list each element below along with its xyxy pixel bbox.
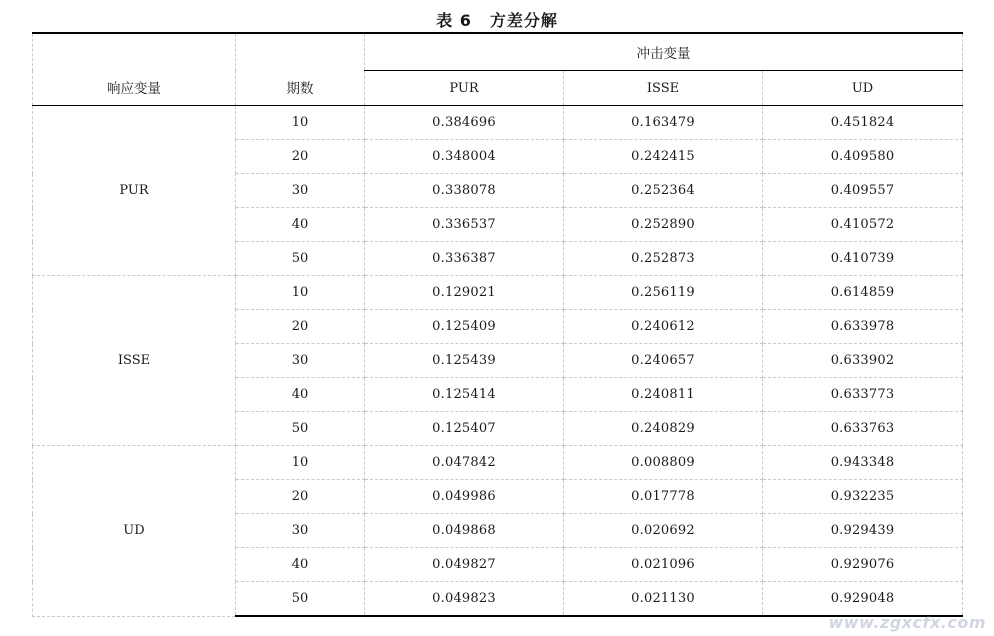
value-cell-ud: 0.633773 bbox=[763, 378, 963, 412]
value-cell-pur: 0.338078 bbox=[365, 174, 564, 208]
value-cell-ud: 0.409557 bbox=[763, 174, 963, 208]
period-cell: 20 bbox=[236, 480, 365, 514]
value-cell-ud: 0.614859 bbox=[763, 276, 963, 310]
value-cell-isse: 0.256119 bbox=[564, 276, 763, 310]
value-cell-ud: 0.410739 bbox=[763, 242, 963, 276]
value-cell-isse: 0.021096 bbox=[564, 548, 763, 582]
watermark: www.zgxcfx.com bbox=[828, 613, 986, 632]
value-cell-isse: 0.021130 bbox=[564, 582, 763, 617]
value-cell-ud: 0.633763 bbox=[763, 412, 963, 446]
response-variable-cell: ISSE bbox=[33, 276, 236, 446]
value-cell-pur: 0.049823 bbox=[365, 582, 564, 617]
value-cell-pur: 0.336387 bbox=[365, 242, 564, 276]
table-title bbox=[0, 8, 994, 31]
value-cell-pur: 0.129021 bbox=[365, 276, 564, 310]
period-cell: 50 bbox=[236, 582, 365, 617]
value-cell-pur: 0.047842 bbox=[365, 446, 564, 480]
value-cell-ud: 0.409580 bbox=[763, 140, 963, 174]
value-cell-pur: 0.125414 bbox=[365, 378, 564, 412]
value-cell-isse: 0.008809 bbox=[564, 446, 763, 480]
table-row bbox=[33, 106, 963, 140]
value-cell-ud: 0.929439 bbox=[763, 514, 963, 548]
value-cell-pur: 0.384696 bbox=[365, 106, 564, 140]
table-row bbox=[33, 276, 963, 310]
period-cell: 50 bbox=[236, 242, 365, 276]
value-cell-ud: 0.633978 bbox=[763, 310, 963, 344]
value-cell-ud: 0.410572 bbox=[763, 208, 963, 242]
value-cell-pur: 0.125409 bbox=[365, 310, 564, 344]
value-cell-ud: 0.932235 bbox=[763, 480, 963, 514]
value-cell-ud: 0.451824 bbox=[763, 106, 963, 140]
value-cell-isse: 0.163479 bbox=[564, 106, 763, 140]
period-cell: 40 bbox=[236, 378, 365, 412]
value-cell-pur: 0.348004 bbox=[365, 140, 564, 174]
value-cell-isse: 0.240657 bbox=[564, 344, 763, 378]
value-cell-ud: 0.929048 bbox=[763, 582, 963, 617]
value-cell-isse: 0.240811 bbox=[564, 378, 763, 412]
shock-column-header-pur: PUR bbox=[365, 71, 564, 106]
table-caption: 方差分解 bbox=[489, 11, 558, 30]
response-variable-cell: PUR bbox=[33, 106, 236, 276]
value-cell-isse: 0.252873 bbox=[564, 242, 763, 276]
shock-column-header-isse: ISSE bbox=[564, 71, 763, 106]
variance-decomposition-table bbox=[32, 32, 963, 617]
value-cell-pur: 0.125407 bbox=[365, 412, 564, 446]
value-cell-isse: 0.242415 bbox=[564, 140, 763, 174]
value-cell-isse: 0.020692 bbox=[564, 514, 763, 548]
period-cell: 10 bbox=[236, 106, 365, 140]
value-cell-pur: 0.336537 bbox=[365, 208, 564, 242]
value-cell-pur: 0.049827 bbox=[365, 548, 564, 582]
period-cell: 30 bbox=[236, 174, 365, 208]
value-cell-pur: 0.125439 bbox=[365, 344, 564, 378]
period-cell: 40 bbox=[236, 208, 365, 242]
value-cell-isse: 0.252364 bbox=[564, 174, 763, 208]
response-variable-cell: UD bbox=[33, 446, 236, 617]
shock-column-header-ud: UD bbox=[763, 71, 963, 106]
period-cell: 50 bbox=[236, 412, 365, 446]
table-number: 表 6 bbox=[436, 11, 472, 30]
period-cell: 30 bbox=[236, 514, 365, 548]
period-cell: 20 bbox=[236, 140, 365, 174]
period-cell: 30 bbox=[236, 344, 365, 378]
table-row bbox=[33, 446, 963, 480]
value-cell-ud: 0.943348 bbox=[763, 446, 963, 480]
period-cell: 20 bbox=[236, 310, 365, 344]
value-cell-isse: 0.240829 bbox=[564, 412, 763, 446]
value-cell-isse: 0.252890 bbox=[564, 208, 763, 242]
period-header: 期数 bbox=[236, 33, 365, 106]
value-cell-pur: 0.049986 bbox=[365, 480, 564, 514]
value-cell-ud: 0.633902 bbox=[763, 344, 963, 378]
response-variable-header: 响应变量 bbox=[33, 33, 236, 106]
period-cell: 10 bbox=[236, 276, 365, 310]
value-cell-ud: 0.929076 bbox=[763, 548, 963, 582]
value-cell-isse: 0.017778 bbox=[564, 480, 763, 514]
period-cell: 10 bbox=[236, 446, 365, 480]
shock-variable-header: 冲击变量 bbox=[365, 33, 963, 71]
value-cell-pur: 0.049868 bbox=[365, 514, 564, 548]
period-cell: 40 bbox=[236, 548, 365, 582]
value-cell-isse: 0.240612 bbox=[564, 310, 763, 344]
